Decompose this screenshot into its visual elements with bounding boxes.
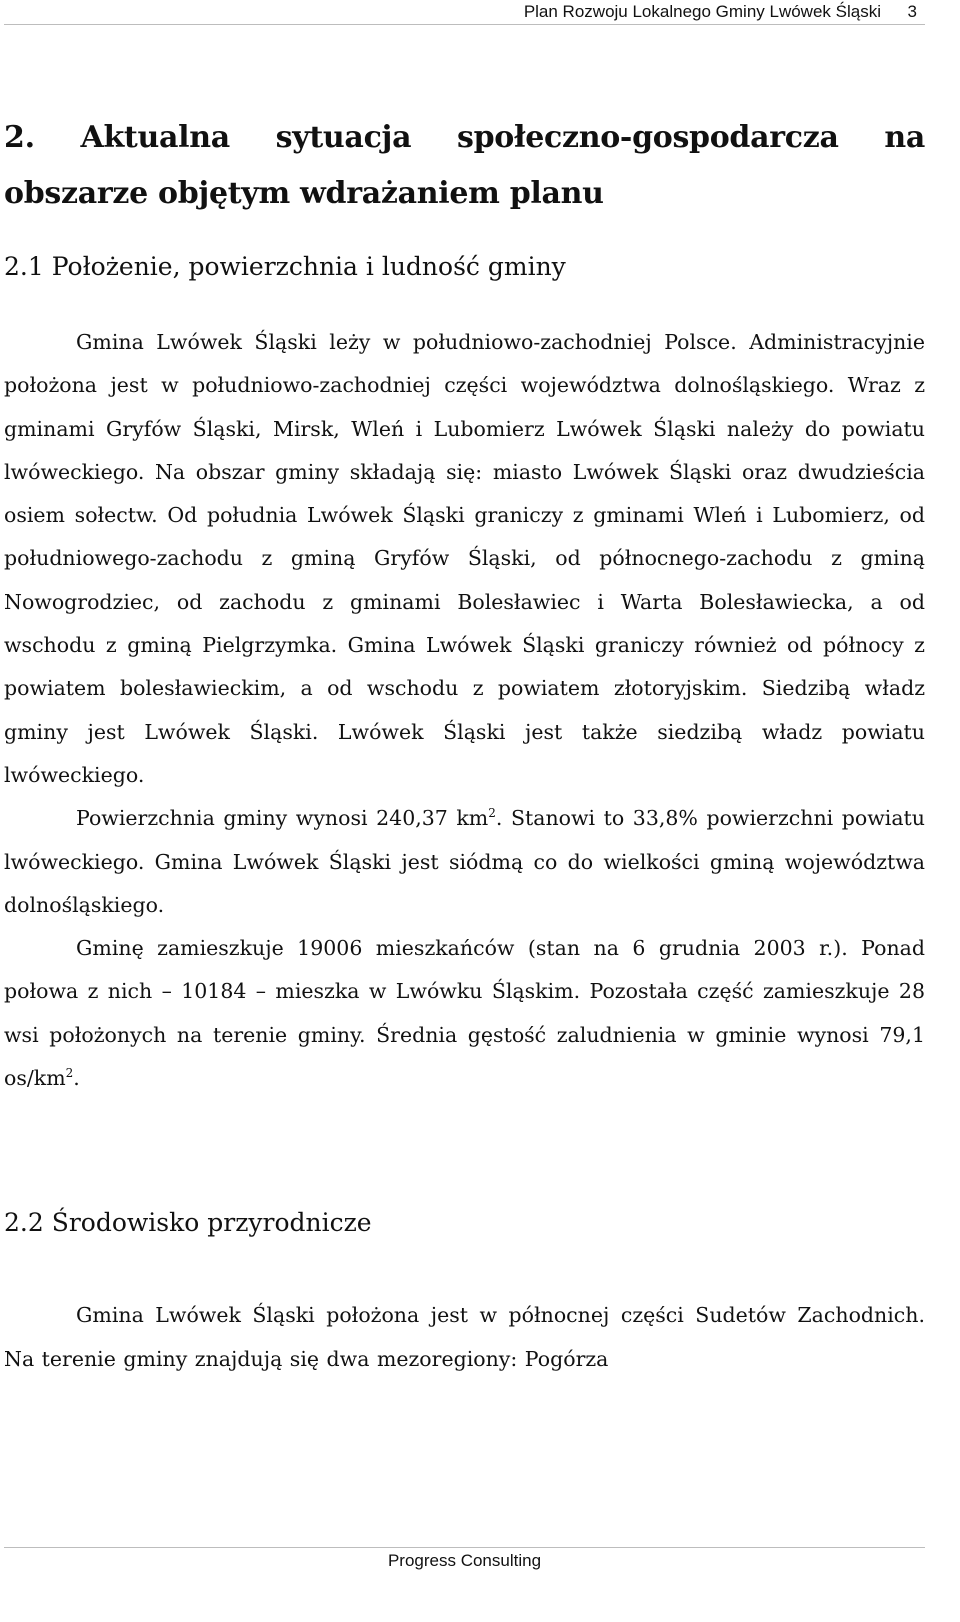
paragraph-text: Powierzchnia gminy wynosi 240,37 km bbox=[76, 806, 489, 831]
header-title: Plan Rozwoju Lokalnego Gminy Lwówek Śląski bbox=[523, 2, 881, 21]
paragraph-population bbox=[4, 927, 925, 1100]
chapter-title: 2. Aktualna sytuacja społeczno-gospodarcza na obszarze objętym wdrażaniem planu bbox=[4, 120, 925, 211]
paragraph-area bbox=[4, 797, 925, 927]
paragraph-text: Gmina Lwówek Śląski leży w południowo-zachodniej Polsce. Administracyjnie położona jest w południowo-zachodniej części województwa dolnośląskiego. Wraz z gminami Gryfów Śląski, Mirsk, Wleń i Lubomierz Lwówek Śląski należy do powiatu lwóweckiego. Na obszar gminy składają się: miasto Lwówek Śląski oraz dwudzieścia osiem sołectw. Od południa Lwówek Śląski graniczy z gminami Wleń i Lubomierz, od południowego-zachodu z gminą Gryfów Śląski, od północnego-zachodu z gminą Nowogrodziec, od zachodu z gminami Bolesławiec i Warta Bolesławiecka, a od wschodu z gminą Pielgrzymka. Gmina Lwówek Śląski graniczy również od północy z powiatem bolesławieckim, a od wschodu z powiatem złotoryjskim. Siedzibą władz gminy jest Lwówek Śląski. Lwówek Śląski jest także siedzibą władz powiatu lwóweckiego. bbox=[4, 330, 925, 787]
superscript: 2 bbox=[488, 806, 496, 821]
section-body-location bbox=[4, 321, 925, 1100]
page-footer bbox=[4, 1547, 925, 1571]
document-body bbox=[4, 110, 925, 1381]
section-title-environment: 2.2 Środowisko przyrodnicze bbox=[4, 1208, 372, 1238]
paragraph-location bbox=[4, 321, 925, 797]
page-number: 3 bbox=[907, 2, 917, 21]
paragraph-text: . bbox=[73, 1066, 80, 1091]
paragraph-environment bbox=[4, 1294, 925, 1381]
section-title-location: 2.1 Położenie, powierzchnia i ludność gminy bbox=[4, 252, 566, 281]
section-body-environment bbox=[4, 1294, 925, 1381]
superscript: 2 bbox=[65, 1066, 74, 1081]
page-header bbox=[4, 0, 925, 25]
paragraph-text: Gmina Lwówek Śląski położona jest w północnej części Sudetów Zachodnich. Na terenie gminy znajdują się dwa mezoregiony: Pogórza bbox=[4, 1303, 925, 1371]
footer-text: Progress Consulting bbox=[387, 1551, 542, 1570]
paragraph-text: . Stanowi to 33,8% powierzchni powiatu lwóweckiego. Gmina Lwówek Śląski jest siódmą co do wielkości gminą województwa dolnośląskiego. bbox=[4, 806, 925, 917]
paragraph-text: Gminę zamieszkuje 19006 mieszkańców (stan na 6 grudnia 2003 r.). Ponad połowa z nich – 10184 – mieszka w Lwówku Śląskim. Pozostała część zamieszkuje 28 wsi położonych na terenie gminy. Średnia gęstość zaludnienia w gminie wynosi 79,1 os/km bbox=[4, 936, 925, 1091]
